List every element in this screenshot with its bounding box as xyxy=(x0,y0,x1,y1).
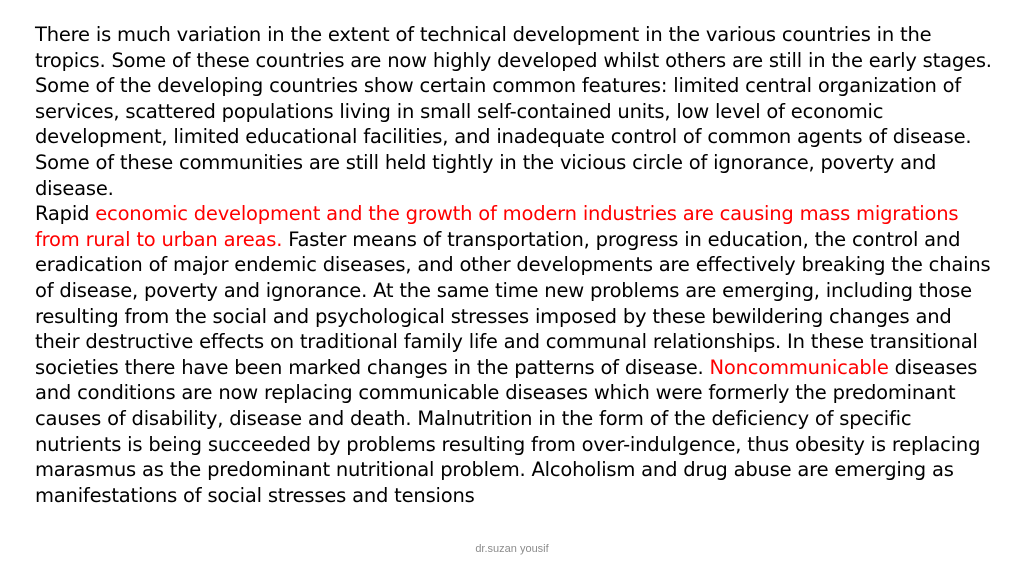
paragraph-2-part-5: diseases and conditions are now replacing communicable diseases which were formerly the predominant causes of disability, disease and death. Malnutrition in the form of the deficiency of specific nutrients is being succeeded by problems resulting from over-indulgence, thus obesity is replacing marasmus as the predominant nutritional problem. Alcoholism and drug abuse are emerging as manifestations of social stresses and tensions xyxy=(35,355,981,507)
paragraph-2-part-1: Rapid xyxy=(35,202,96,226)
paragraph-2-part-3: Faster means of transportation, progress in education, the control and eradication of major endemic diseases, and other developments are effectively breaking the chains of disease, poverty and ignorance. At the same time new problems are emerging, including those resulting from the social and psychological stresses imposed by these bewildering changes and their destructive effects on traditional family life and communal relationships. In these transitional societies there have been marked changes in the patterns of disease. xyxy=(35,227,991,379)
paragraph-1: There is much variation in the extent of technical development in the various countries in the tropics. Some of these countries are now highly developed whilst others are still in the early stages. Some of the developing countries show certain common features: limited central organization of services, scattered populations living in small self-contained units, low level of economic development, limited educational facilities, and inadequate control of common agents of disease. Some of these communities are still held tightly in the vicious circle of ignorance, poverty and disease. xyxy=(35,23,992,200)
footer-author: dr.suzan yousif xyxy=(475,543,549,555)
highlight-noncommunicable: Noncommunicable xyxy=(709,355,889,379)
paragraph-2 xyxy=(35,201,997,508)
slide-body xyxy=(35,22,997,508)
highlight-migration: economic development and the growth of modern industries are causing mass migrations from rural to urban areas. xyxy=(35,202,959,251)
